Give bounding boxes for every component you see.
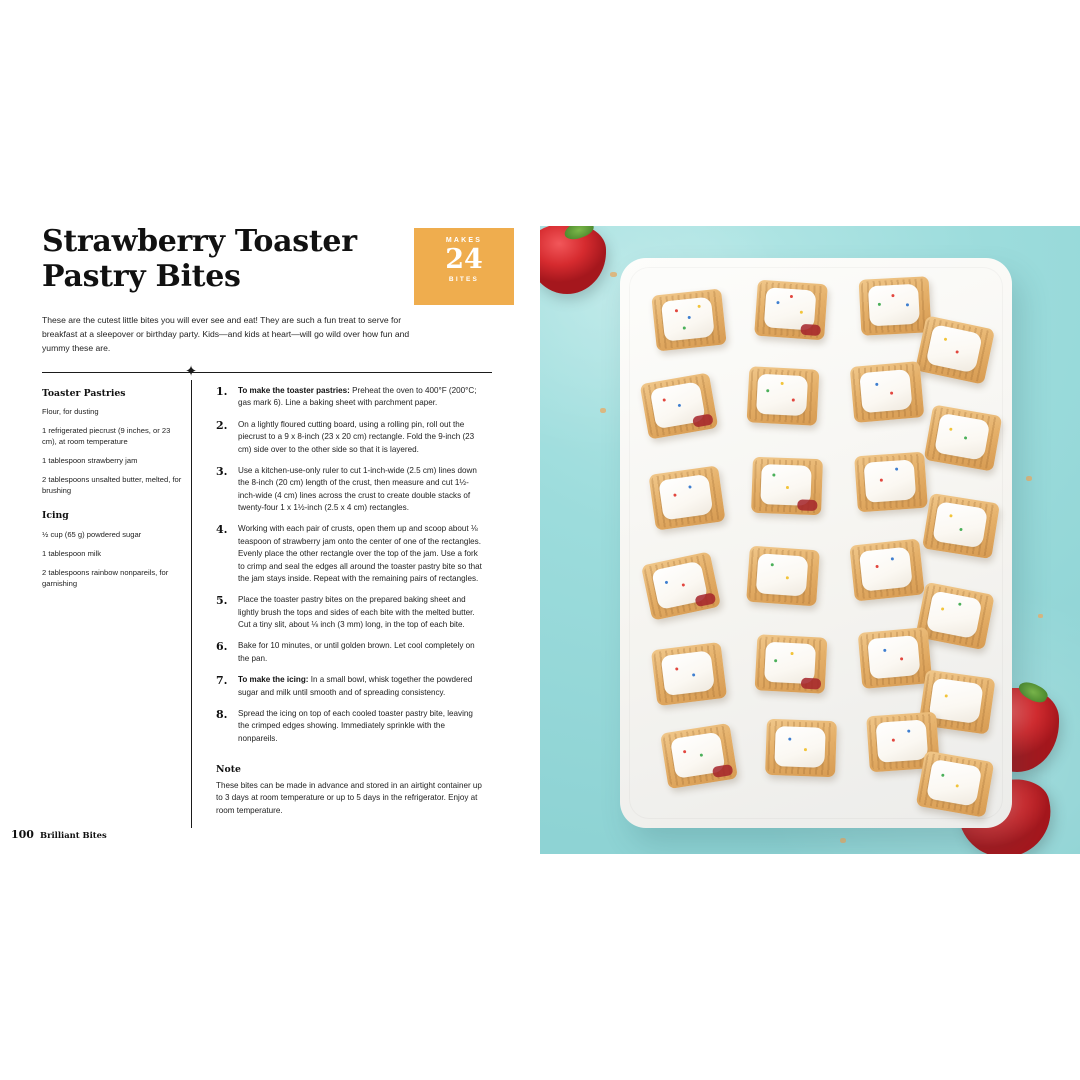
- instructions-column: [216, 385, 484, 754]
- pastry-bite: [746, 546, 820, 607]
- badge-makes-label: MAKES: [445, 237, 483, 244]
- pastry-bite: [754, 280, 828, 341]
- serving-tray: [620, 258, 1012, 828]
- icing: [756, 374, 808, 417]
- recipe-note: [216, 764, 484, 817]
- pastry-bite: [747, 366, 820, 426]
- icing: [670, 732, 726, 779]
- jam-filling: [800, 324, 821, 336]
- icing: [651, 560, 708, 610]
- pastry-bite: [858, 627, 933, 689]
- icing: [658, 474, 713, 521]
- step-text: Bake for 10 minutes, or until golden brown. Let cool completely on the pan.: [238, 641, 475, 663]
- step-lead-in: To make the icing:: [238, 675, 309, 685]
- instruction-step: [216, 385, 484, 410]
- ingredient-item: Flour, for dusting: [42, 407, 99, 417]
- pastry-bite: [849, 538, 924, 601]
- recipe-title-line-1: Strawberry Toaster: [42, 224, 357, 259]
- step-text: Use a kitchen-use-only ruler to cut 1-inch-wide (2.5 cm) lines down the 8-inch (20 cm) length of the crust, then measure and cut 1½-inch-wide (4 cm) lines across the crust to create double stacks of twenty-four 1 x 1½-inch (2.5 x 4 cm) rectangles.: [238, 465, 477, 512]
- instruction-step: [216, 674, 484, 699]
- instruction-step: [216, 594, 484, 631]
- step-number: 4.: [216, 523, 228, 537]
- star-icon: ✦: [184, 363, 198, 380]
- pastry-bite: [751, 457, 823, 515]
- pastry-bite: [765, 719, 837, 777]
- ingredients-column: [42, 387, 182, 597]
- page-title: [42, 224, 392, 295]
- horizontal-divider: [42, 372, 492, 373]
- recipe-title-line-2: Pastry Bites: [42, 259, 241, 295]
- icing: [760, 464, 811, 506]
- step-text: Place the toaster pastry bites on the prepared baking sheet and lightly brush the tops and sides of each bite with the melted butter. Cut a tiny slit, about ⅛ inch (3 mm) long, in the top of each bite.: [238, 595, 475, 629]
- icing: [859, 547, 913, 592]
- pastry-bite: [648, 465, 725, 530]
- note-heading: Note: [216, 764, 241, 775]
- jam-filling: [797, 499, 817, 511]
- icing: [929, 678, 984, 725]
- running-title: Brilliant Bites: [40, 830, 107, 840]
- pastry-bite: [915, 582, 994, 650]
- ingredient-item: 1 tablespoon milk: [42, 548, 102, 558]
- icing: [926, 324, 983, 374]
- pastry-bite: [651, 288, 726, 351]
- badge-quantity: 24: [445, 244, 483, 275]
- icing: [868, 284, 920, 327]
- pastry-bite: [922, 493, 1000, 559]
- icing: [764, 642, 816, 685]
- pastry-bite: [866, 712, 940, 773]
- crumb: [1038, 614, 1043, 618]
- ingredient-item: ½ cup (65 g) powdered sugar: [42, 529, 142, 539]
- icing: [764, 287, 817, 330]
- icing: [876, 719, 929, 762]
- step-lead-in: To make the toaster pastries:: [238, 386, 350, 395]
- ingredient-item: 1 refrigerated piecrust (9 inches, or 23 cm), at room temperature: [42, 426, 171, 447]
- icing: [934, 413, 990, 461]
- jam-filling: [692, 413, 714, 427]
- icing: [774, 726, 825, 768]
- crumb: [1026, 476, 1032, 481]
- pastry-bite: [854, 452, 928, 513]
- step-text: In a small bowl, whisk together the powdered sugar and milk until smooth and of spreading consistency.: [238, 675, 473, 697]
- instruction-step: [216, 419, 484, 456]
- crumb: [610, 272, 617, 277]
- crumb: [840, 838, 846, 843]
- instruction-step: [216, 465, 484, 515]
- step-number: 2.: [216, 418, 228, 432]
- instruction-step: [216, 708, 484, 745]
- note-text: These bites can be made in advance and stored in an airtight container up to 3 days at room temperature or up to 5 days in the refrigerator. Enjoy at room temperature.: [216, 781, 482, 815]
- pastry-bite: [651, 642, 727, 706]
- ingredient-group-heading: Toaster Pastries: [42, 388, 126, 399]
- step-text: On a lightly floured cutting board, using a rolling pin, roll out the piecrust to a 9 x 8-inch (23 x 20 cm) rectangle. Fold the 9-inch (23 cm) side over to the other side so that it is layered.: [238, 419, 475, 454]
- pastry-bite: [915, 315, 995, 384]
- icing: [859, 369, 912, 413]
- icing: [661, 297, 715, 342]
- icing: [650, 381, 706, 429]
- jam-filling: [694, 592, 716, 607]
- step-number: 3.: [216, 464, 228, 478]
- recipe-photo: [540, 226, 1080, 854]
- icing: [932, 501, 988, 548]
- badge-unit-label: BITES: [448, 276, 480, 283]
- step-number: 7.: [216, 674, 228, 688]
- ingredient-group-heading: Icing: [42, 510, 69, 522]
- vertical-divider: [191, 380, 192, 828]
- instruction-step: [216, 523, 484, 585]
- icing: [926, 759, 982, 807]
- pastry-bite: [755, 634, 828, 694]
- pastry-bite: [660, 723, 738, 789]
- crumb: [600, 408, 606, 413]
- pastry-bite: [640, 372, 719, 439]
- page-number: 100: [11, 828, 34, 841]
- icing: [756, 553, 809, 596]
- icing: [926, 590, 983, 639]
- step-number: 6.: [216, 640, 228, 654]
- icing: [661, 650, 716, 696]
- pastry-bite: [924, 404, 1003, 471]
- icing: [864, 459, 917, 502]
- step-number: 8.: [216, 707, 228, 721]
- makes-badge: [414, 228, 514, 305]
- icing: [867, 635, 920, 679]
- step-text: Working with each pair of crusts, open them up and scoop about ⅛ teaspoon of strawberry jam onto the center of one of the rectangles. Evenly place the other rectangle over the top of the jam. Use a fork to crimp and seal the edges all around the toaster pastry bite so that the jam stays inside. Repeat with the remaining pairs of rectangles.: [238, 524, 482, 583]
- pastry-bite: [918, 669, 995, 734]
- ingredient-item: 2 tablespoons rainbow nonpareils, for garnishing: [42, 567, 169, 588]
- recipe-intro: These are the cutest little bites you will ever see and eat! They are such a fun treat to serve for breakfast at a sleepover or birthday party. Kids—and kids at heart—will go wild over how fun and yummy these are.: [42, 315, 410, 353]
- jam-filling: [712, 764, 733, 778]
- step-text: Spread the icing on top of each cooled toaster pastry bite, leaving the crimped edges showing. Immediately sprinkle with the nonpareils.: [238, 708, 473, 743]
- instruction-step: [216, 640, 484, 665]
- pastry-bite: [850, 361, 925, 423]
- step-text: Preheat the oven to 400°F (200°C; gas mark 6). Line a baking sheet with parchment paper.: [238, 386, 477, 408]
- jam-filling: [801, 678, 822, 690]
- ingredient-item: 2 tablespoons unsalted butter, melted, for brushing: [42, 475, 182, 496]
- pastry-bite: [641, 551, 721, 620]
- step-number: 1.: [216, 385, 228, 398]
- ingredient-item: 1 tablespoon strawberry jam: [42, 456, 138, 466]
- step-number: 5.: [216, 594, 228, 608]
- pastry-bite: [859, 276, 932, 336]
- pastry-bite: [916, 750, 995, 817]
